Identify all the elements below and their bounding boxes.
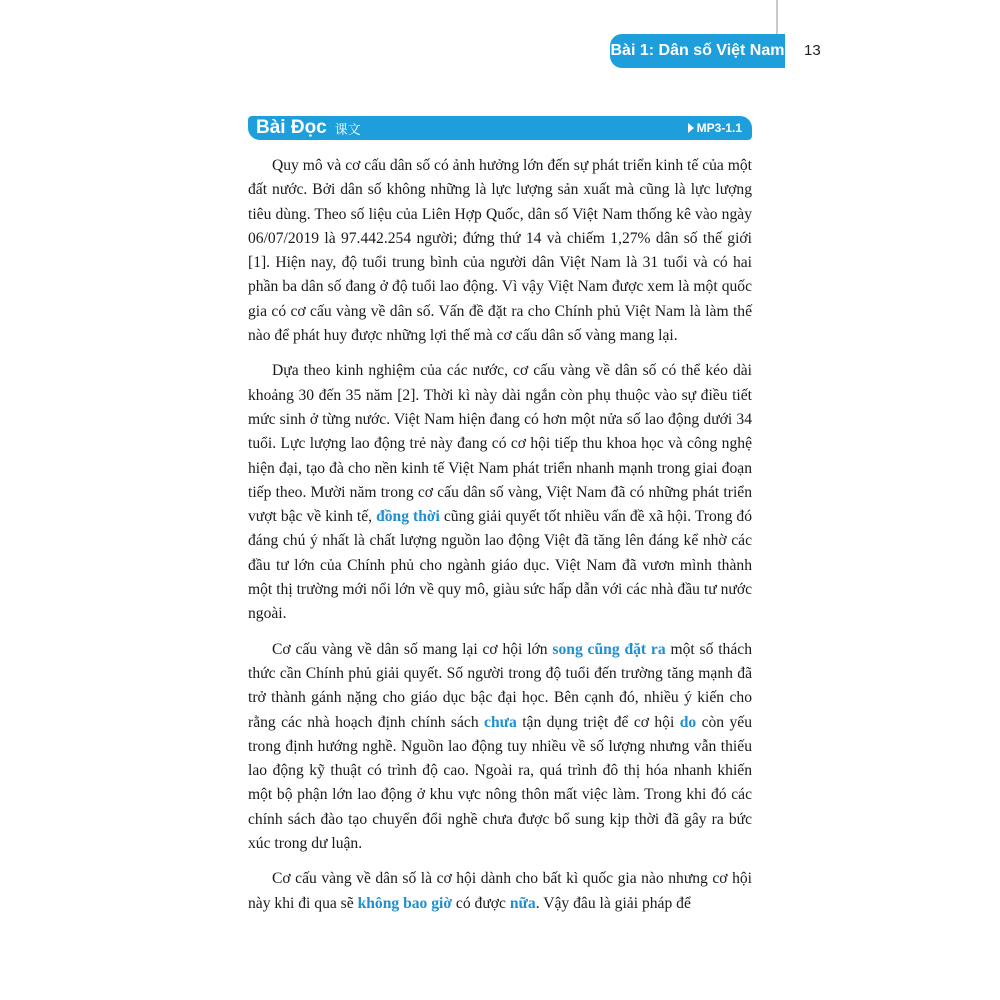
highlighted-phrase: đồng thời bbox=[376, 508, 440, 526]
play-icon bbox=[688, 123, 694, 133]
highlighted-phrase: nữa bbox=[509, 894, 536, 912]
section-heading-bar bbox=[248, 116, 752, 140]
paragraph-text: . Vậy đâu là giải pháp để bbox=[535, 894, 691, 912]
paragraph bbox=[248, 638, 752, 857]
highlighted-phrase: do bbox=[679, 713, 697, 731]
audio-track-link[interactable] bbox=[688, 121, 742, 135]
paragraph-text: Cơ cấu vàng về dân số là cơ hội dành cho bất kì quốc gia nào nhưng cơ hội này khi đi qua sẽ bbox=[248, 870, 752, 912]
highlighted-phrase: song cũng đặt ra bbox=[552, 640, 666, 658]
paragraph-text: Quy mô và cơ cấu dân số có ảnh hưởng lớn đến sự phát triển kinh tế của một đất nước. Bởi dân số không những là lực lượng sản xuất mà cũng là lực lượng tiêu dùng. Theo số liệu của Liên Hợp Quốc, dân số Việt Nam thống kê vào ngày 06/07/2019 là 97.442.254 người; đứng thứ 14 và chiếm 1,27% dân số thế giới [1]. Hiện nay, độ tuổi trung bình của người dân Việt Nam là 31 tuổi và có hai phần ba dân số đang ở độ tuổi lao động. Vì vậy Việt Nam được xem là một quốc gia có cơ cấu vàng về dân số. Vấn đề đặt ra cho Chính phủ Việt Nam là làm thế nào để phát huy được những lợi thế mà cơ cấu dân số vàng mang lại. bbox=[248, 157, 752, 345]
paragraph-text: Cơ cấu vàng về dân số mang lại cơ hội lớn bbox=[272, 640, 553, 658]
paragraph-text: còn yếu trong định hướng nghề. Nguồn lao động tuy nhiều về số lượng nhưng vẫn thiếu lao động kỹ thuật có trình độ cao. Ngoài ra, quá trình đô thị hóa nhanh khiến một bộ phận lớn lao động ở khu vực nông thôn mất việc làm. Trong khi đó các chính sách đào tạo chuyển đổi nghề chưa được bổ sung kịp thời đã gây ra bức xúc trong dư luận. bbox=[248, 713, 753, 853]
paragraph-text: tận dụng triệt để cơ hội bbox=[516, 713, 680, 731]
paragraph bbox=[248, 867, 752, 916]
highlighted-phrase: không bao giờ bbox=[357, 894, 453, 912]
section-subtitle-chinese: 课文 bbox=[334, 122, 361, 138]
audio-track-label: MP3-1.1 bbox=[696, 121, 742, 135]
paragraph-text: có được bbox=[452, 894, 510, 912]
page-edge-line bbox=[776, 0, 778, 38]
paragraph bbox=[248, 154, 752, 348]
page-number: 13 bbox=[804, 42, 821, 59]
paragraph bbox=[248, 359, 752, 626]
paragraph-text: một số thách thức cần Chính phủ giải quyết. Số người trong độ tuổi đến trường tăng mạnh đã trở thành gánh nặng cho giáo dục bậc đại học. Bên cạnh đó, nhiều ý kiến cho rằng các nhà hoạch định chính sách bbox=[248, 640, 752, 731]
paragraph-text: Dựa theo kinh nghiệm của các nước, cơ cấu vàng về dân số có thể kéo dài khoảng 30 đến 35 năm [2]. Thời kì này dài ngắn còn phụ thuộc vào sự điều tiết mức sinh ở từng nước. Việt Nam hiện đang có hơn một nửa số lao động dưới 34 tuổi. Lực lượng lao động trẻ này đang có cơ hội tiếp thu khoa học và công nghệ hiện đại, tạo đà cho nền kinh tế Việt Nam phát triển nhanh mạnh trong giai đoạn tiếp theo. Mười năm trong cơ cấu dân số vàng, Việt Nam đã có những phát triển vượt bậc về kinh tế, bbox=[248, 362, 752, 526]
highlighted-phrase: chưa bbox=[484, 713, 517, 731]
lesson-title: Bài 1: Dân số Việt Nam bbox=[610, 42, 785, 59]
paragraph-text: cũng giải quyết tốt nhiều vấn đề xã hội. Trong đó đáng chú ý nhất là chất lượng nguồn lao động Việt đã tăng lên đáng kể nhờ các đầu tư lớn của Chính phủ cho ngành giáo dục. Việt Nam đã vươn mình thành một thị trường mới nổi lớn về quy mô, giàu sức hấp dẫn với các nhà đầu tư nước ngoài. bbox=[248, 508, 752, 623]
reading-passage bbox=[248, 154, 752, 927]
section-title: Bài Đọc bbox=[256, 117, 327, 138]
lesson-header-tab bbox=[610, 34, 785, 68]
